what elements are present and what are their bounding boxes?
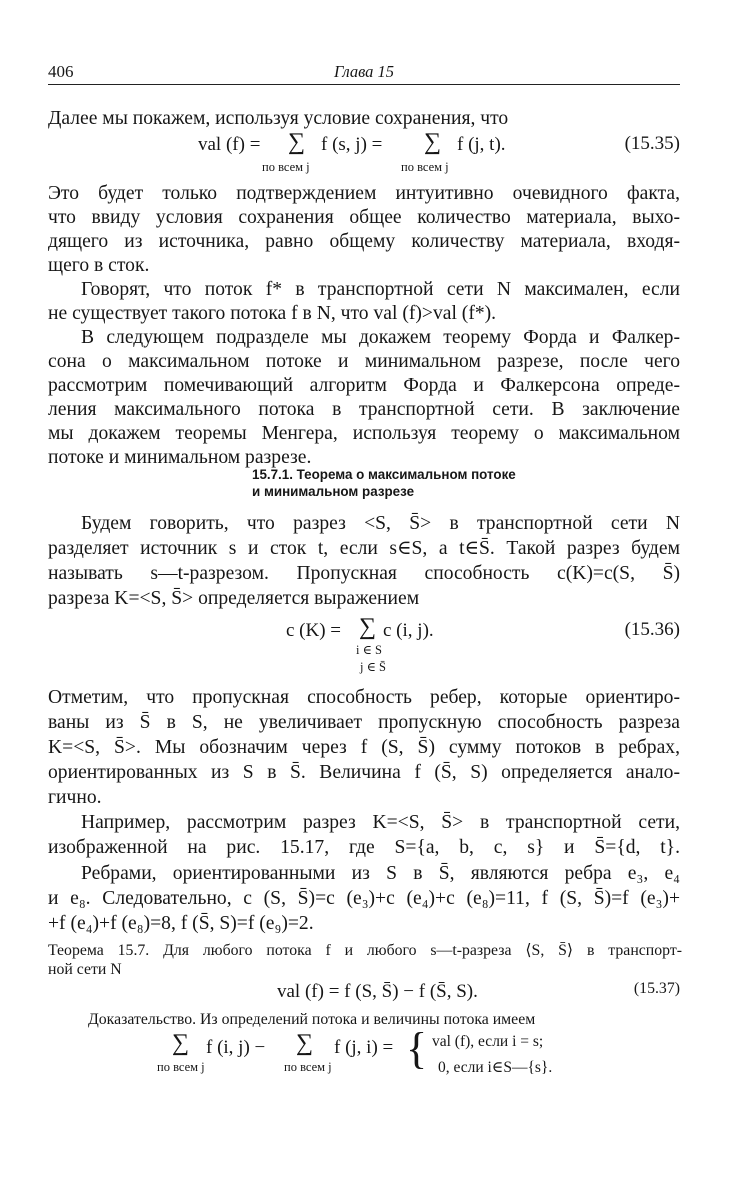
paragraph-line: Это будет только подтверждением интуитивно очевидного факта, bbox=[48, 183, 680, 204]
paragraph-line: называть s—t-разрезом. Пропускная способность c(K)=c(S, S̄) bbox=[48, 563, 680, 584]
chapter-title: Глава 15 bbox=[333, 62, 395, 81]
paragraph-line: Ребрами, ориентированными из S в S̄, являются ребра e₃, e₄ bbox=[81, 863, 680, 884]
paragraph-line: и e₈. Следовательно, c (S, S̄)=c (e₃)+c (e₄)+c (e₈)=11, f (S, S̄)=f (e₃)+ bbox=[48, 888, 680, 909]
paragraph-line: разделяет источник s и сток t, если s∈S, а t∈S̄. Такой разрез будем bbox=[48, 538, 680, 559]
eq2-term: c (i, j). bbox=[383, 620, 434, 641]
proof-term2: f (j, i) = bbox=[334, 1037, 394, 1058]
paragraph-line: +f (e₄)+f (e₈)=8, f (S̄, S)=f (e₉)=2. bbox=[48, 913, 314, 934]
paragraph-line: Отметим, что пропускная способность ребер, которые ориентиро- bbox=[48, 687, 680, 708]
paragraph-line: ления максимального потока в транспортной сети. В заключение bbox=[48, 399, 680, 420]
theorem-statement: Теорема 15.7. Для любого потока f и любого s—t-разреза ⟨S, S̄⟩ в транспорт- bbox=[48, 942, 682, 959]
paragraph-line: потоке и минимальном разрезе. bbox=[48, 447, 312, 468]
eq1-lhs: val (f) = bbox=[198, 134, 261, 155]
eq1-subscript-2: по всем j bbox=[401, 160, 449, 174]
proof-subscript-1: по всем j bbox=[157, 1060, 205, 1074]
section-heading-cont: и минимальном разрезе bbox=[252, 484, 415, 499]
paragraph-line: изображенной на рис. 15.17, где S={a, b, c, s} и S̄={d, t}. bbox=[48, 837, 680, 858]
sum-symbol-5: ∑ bbox=[296, 1030, 314, 1056]
equation-number-15-35: (15.35) bbox=[624, 133, 680, 154]
eq1-subscript-1: по всем j bbox=[262, 160, 310, 174]
paragraph-line: гично. bbox=[48, 787, 102, 808]
case-1: val (f), если i = s; bbox=[432, 1033, 544, 1050]
eq2-subscript-1: i ∈ S bbox=[356, 643, 382, 657]
paragraph-line: В следующем подразделе мы докажем теорему Форда и Фалкер- bbox=[81, 327, 680, 348]
paragraph-line: что ввиду условия сохранения общее количество материала, выхо- bbox=[48, 207, 680, 228]
proof-subscript-2: по всем j bbox=[284, 1060, 332, 1074]
sum-symbol-1: ∑ bbox=[288, 129, 306, 155]
proof-term1: f (i, j) − bbox=[206, 1037, 266, 1058]
paragraph-line: дящего из источника, равно общему количеству материала, входя- bbox=[48, 231, 680, 252]
paragraph-line: сона о максимальном потоке и минимальном разрезе, после чего bbox=[48, 351, 680, 372]
paragraph-line: разреза K=<S, S̄> определяется выражением bbox=[48, 588, 420, 609]
paragraph-line: K=<S, S̄>. Мы обозначим через f (S, S̄) сумму потоков в ребрах, bbox=[48, 737, 680, 758]
paragraph-line: Например, рассмотрим разрез K=<S, S̄> в транспортной сети, bbox=[81, 812, 680, 833]
paragraph-line: щего в сток. bbox=[48, 255, 150, 276]
paragraph-line: рассмотрим помечивающий алгоритм Форда и Фалкерсона опреде- bbox=[48, 375, 680, 396]
proof-intro: Доказательство. Из определений потока и величины потока имеем bbox=[88, 1011, 536, 1028]
eq1-term1: f (s, j) = bbox=[321, 134, 383, 155]
paragraph-line: не существует такого потока f в N, что val (f)>val (f*). bbox=[48, 303, 497, 324]
paragraph-line: ваны из S̄ в S, не увеличивает пропускную способность разреза bbox=[48, 712, 680, 733]
sum-symbol-2: ∑ bbox=[424, 129, 442, 155]
section-heading: 15.7.1. Теорема о максимальном потоке bbox=[252, 467, 516, 482]
equation-number-15-36: (15.36) bbox=[624, 619, 680, 640]
theorem-statement-cont: ной сети N bbox=[48, 961, 122, 978]
paragraph-line: ориентированных из S в S̄. Величина f (S̄, S) определяется анало- bbox=[48, 762, 680, 783]
eq2-lhs: c (K) = bbox=[286, 620, 342, 641]
eq1-term2: f (j, t). bbox=[457, 134, 506, 155]
paragraph-line: мы докажем теоремы Менгера, используя теорему о максимальном bbox=[48, 423, 680, 444]
theorem-formula: val (f) = f (S, S̄) − f (S̄, S). bbox=[277, 981, 478, 1002]
case-2: 0, если i∈S—{s}. bbox=[438, 1059, 553, 1076]
eq2-subscript-2: j ∈ S̄ bbox=[360, 660, 386, 674]
page-header bbox=[48, 60, 680, 85]
equation-number-15-37: (15.37) bbox=[633, 980, 680, 997]
sum-symbol-3: ∑ bbox=[359, 614, 377, 640]
paragraph-intro: Далее мы покажем, используя условие сохранения, что bbox=[48, 108, 509, 129]
paragraph-line: Будем говорить, что разрез <S, S̄> в транспортной сети N bbox=[81, 513, 680, 534]
sum-symbol-4: ∑ bbox=[172, 1030, 190, 1056]
paragraph-line: Говорят, что поток f* в транспортной сети N максимален, если bbox=[81, 279, 680, 300]
cases-brace: { bbox=[406, 1024, 428, 1073]
page-number: 406 bbox=[48, 62, 74, 81]
